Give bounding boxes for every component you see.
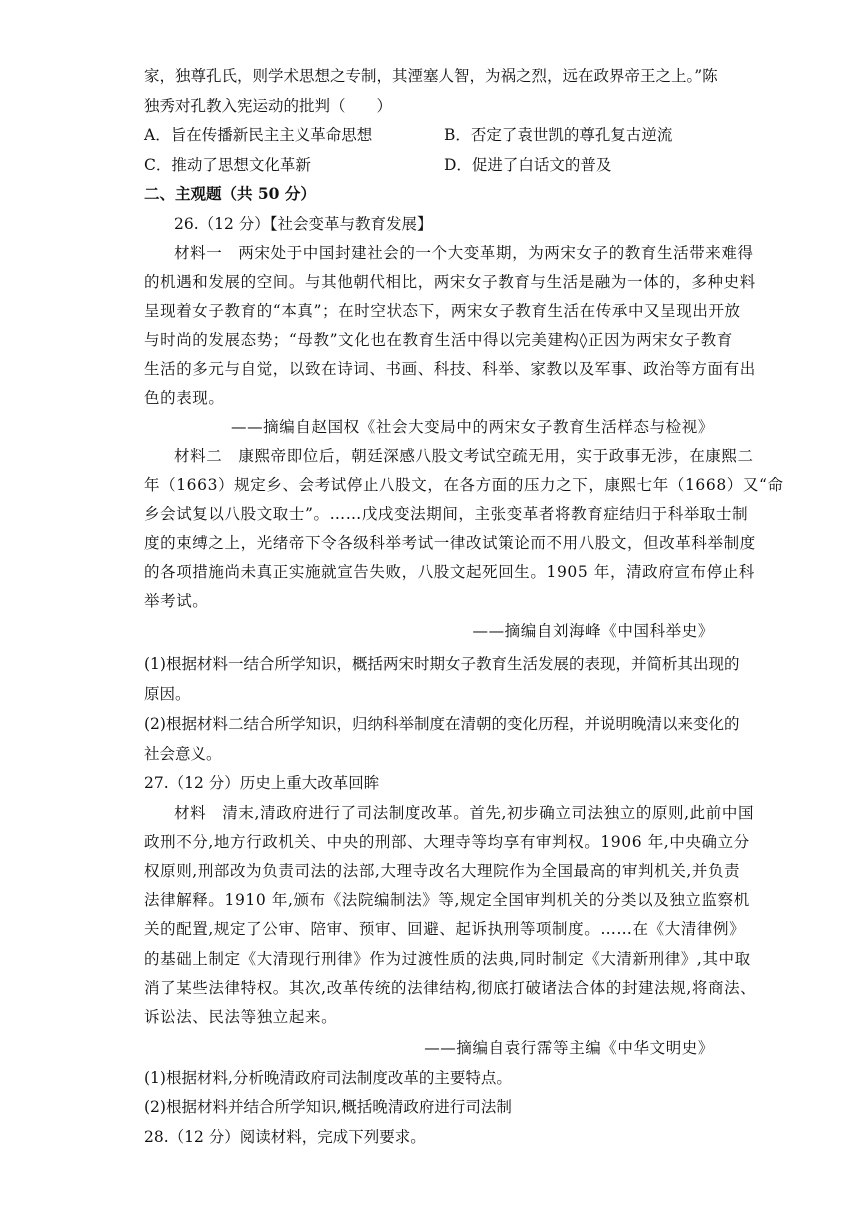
q26-material1-line: 的机遇和发展的空间。与其他朝代相比，两宋女子教育与生活是融为一体的，多种史料 <box>144 273 756 291</box>
q26-material2-line: 乡会试复以八股文取士”。……戊戌变法期间，主张变革者将教育症结归于科举取士制 <box>144 505 749 523</box>
q25-stem-line-1: 家，独尊孔氏，则学术思想之专制，其湮塞人智，为祸之烈，远在政界帝王之上。”陈 <box>144 67 718 85</box>
q25-option-c: C．推动了思想文化革新 <box>144 156 311 174</box>
q26-question-1: (1)根据材料一结合所学知识，概括两宋时期女子教育生活发展的表现，并简析其出现的 <box>144 655 740 673</box>
q26-material1-line: 材料一 两宋处于中国封建社会的一个大变革期，为两宋女子的教育生活带来难得 <box>174 244 754 262</box>
q26-material1-line: 呈现着女子教育的“本真”；在时空状态下，两宋女子教育生活在传承中又呈现出开放 <box>144 302 741 320</box>
q26-material2-line: 的各项措施尚未真正实施就宣告失败，八股文起死回生。1905 年，清政府宣布停止科 <box>144 563 755 581</box>
q26-question-2-cont: 社会意义。 <box>144 745 222 763</box>
q26-question-1-cont: 原因。 <box>144 685 191 703</box>
q27-heading: 27.（12 分）历史上重大改革回眸 <box>144 774 380 792</box>
q28-heading: 28.（12 分）阅读材料，完成下列要求。 <box>144 1128 426 1146</box>
section-2-heading: 二、主观题（共 50 分） <box>144 184 316 203</box>
q25-option-b: B．否定了袁世凯的尊孔复古逆流 <box>444 126 673 144</box>
q27-material-line: 诉讼法、民法等独立起来。 <box>144 1008 338 1026</box>
q27-material-line: 的基础上制定《大清现行刑律》作为过渡性质的法典,同时制定《大清新刑律》,其中取 <box>144 950 751 968</box>
q27-material-line: 关的配置,规定了公审、陪审、预审、回避、起诉执刑等项制度。……在《大清律例》 <box>144 920 746 938</box>
q26-material2-line: 材料二 康熙帝即位后，朝廷深感八股文考试空疏无用，实于政事无涉，在康熙二 <box>174 447 754 465</box>
q26-material2-line: 度的束缚之上，光绪帝下令各级科举考试一律改试策论而不用八股文，但改革科举制度 <box>144 534 756 552</box>
q26-heading: 26.（12 分）【社会变革与教育发展】 <box>174 215 433 233</box>
q26-question-2: (2)根据材料二结合所学知识，归纳科举制度在清朝的变化历程，并说明晚清以来变化的 <box>144 715 740 733</box>
q26-material2-line: 年（1663）规定乡、会考试停止八股文，在各方面的压力之下，康熙七年（1668）又“命 <box>144 476 784 494</box>
q27-material-line: 权原则,刑部改为负责司法的法部,大理寺改名大理院作为全国最高的审判机关,并负责 <box>144 862 741 880</box>
q27-material-line: 政刑不分,地方行政机关、中央的刑部、大理寺等均享有审判权。1906 年,中央确立分 <box>144 833 750 851</box>
q25-option-a: A．旨在传播新民主主义革命思想 <box>144 126 373 144</box>
q25-option-d: D．促进了白话文的普及 <box>444 156 612 174</box>
q27-question-1: (1)根据材料,分析晚清政府司法制度改革的主要特点。 <box>144 1069 512 1087</box>
q27-material-line: 消了某些法律特权。其次,改革传统的法律结构,彻底打破诸法合体的封建法规,将商法、 <box>144 979 757 997</box>
q26-material1-line: 色的表现。 <box>144 389 225 407</box>
q27-material-line: 材料 清末,清政府进行了司法制度改革。首先,初步确立司法独立的原则,此前中国 <box>174 804 755 822</box>
q26-material1-line: 生活的多元与自觉，以致在诗词、书画、科技、科举、家教以及军事、政治等方面有出 <box>144 360 756 378</box>
q27-material-source: ——摘编自袁行霈等主编《中华文明史》 <box>424 1039 714 1057</box>
q26-material1-line: 与时尚的发展态势；“母教”文化也在教育生活中得以完美建构◊正因为两宋女子教育 <box>144 331 733 349</box>
q27-question-2: (2)根据材料并结合所学知识,概括晚清政府进行司法制 <box>144 1098 512 1116</box>
q27-material-line: 法律解释。1910 年,颁布《法院编制法》等,规定全国审判机关的分类以及独立监察机 <box>144 891 750 909</box>
q26-material1-source: ——摘编自赵国权《社会大变局中的两宋女子教育生活样态与检视》 <box>230 418 714 436</box>
q26-material2-source: ——摘编自刘海峰《中国科举史》 <box>472 622 714 640</box>
q26-material2-line: 举考试。 <box>144 592 209 610</box>
q25-stem-line-2: 独秀对孔教入宪运动的批判（ ） <box>144 97 393 115</box>
